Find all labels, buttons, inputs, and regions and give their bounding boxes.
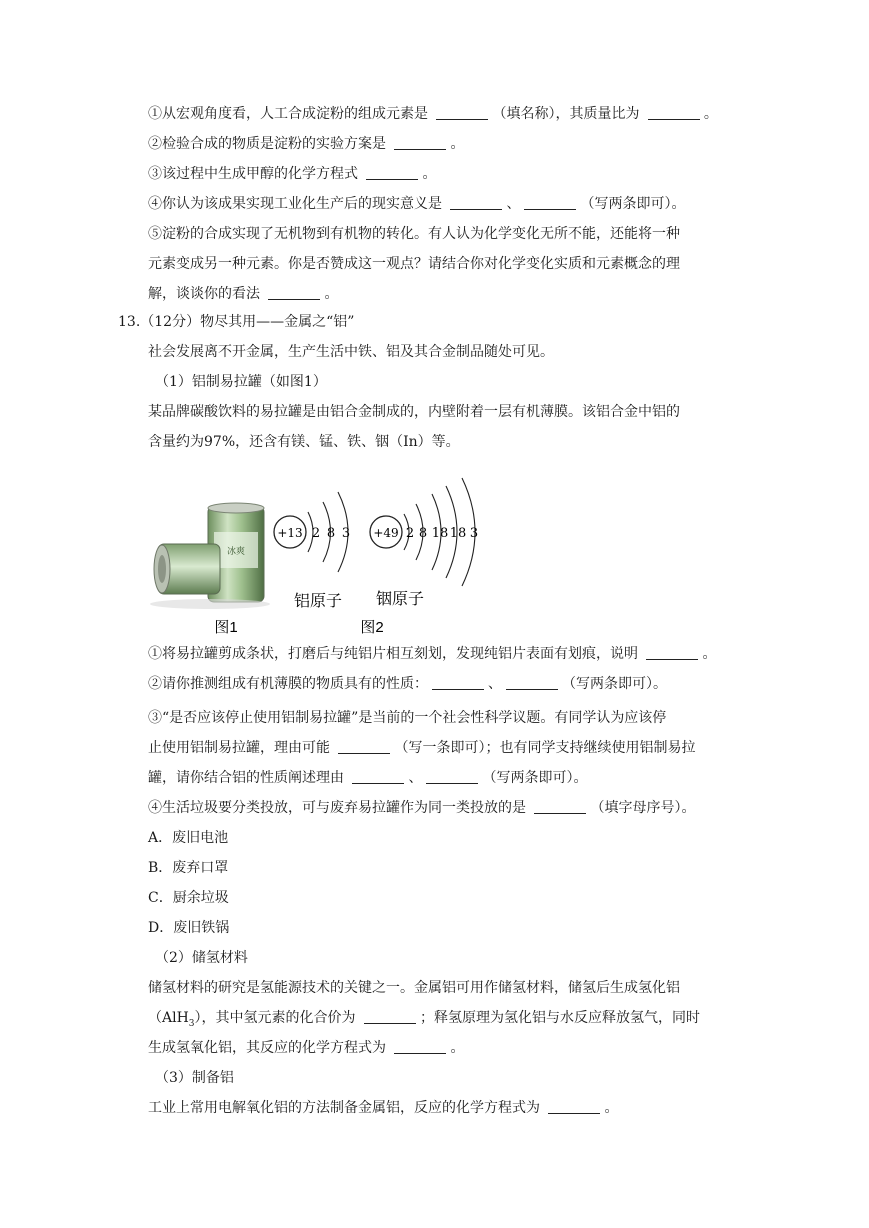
text-segment: 。 (422, 166, 437, 182)
part-2-line-2 (148, 1008, 700, 1034)
q13-line-6 (148, 798, 695, 818)
al-nucleus-charge: +13 (277, 526, 303, 540)
answer-blank[interactable] (648, 105, 700, 120)
text-segment: （写一条即可）；也有同学支持继续使用铝制易拉 (394, 740, 696, 756)
q12-line-5 (148, 224, 680, 244)
text-segment: （写两条即可）。 (482, 770, 588, 786)
option-d: D．废旧铁锅 (148, 920, 230, 936)
in-nucleus-charge: +49 (373, 526, 399, 540)
part-2-line-1 (148, 978, 680, 998)
answer-blank[interactable] (352, 769, 404, 784)
subscript: 3 (188, 1018, 195, 1029)
text-segment: ；释氢原理为氢化铝与水反应释放氢气，同时 (419, 1010, 700, 1026)
in-shell-1: 2 (405, 526, 415, 541)
text-segment: ②请你推测组成有机薄膜的物质具有的性质： (148, 676, 428, 692)
text-segment: 工业上常用电解氧化铝的方法制备金属铝，反应的化学方程式为 (148, 1100, 545, 1116)
answer-blank[interactable] (646, 645, 698, 660)
answer-blank[interactable] (436, 105, 488, 120)
text-segment: 、 (408, 770, 423, 786)
answer-blank[interactable] (338, 739, 390, 754)
answer-blank[interactable] (364, 1009, 416, 1024)
text-segment: 。 (604, 1100, 619, 1116)
option-b: B．废弃口罩 (148, 860, 229, 876)
in-shell-4: 18 (449, 526, 467, 541)
answer-blank[interactable] (524, 195, 576, 210)
answer-blank[interactable] (394, 135, 446, 150)
answer-blank[interactable] (548, 1099, 600, 1114)
text-segment: 。 (450, 136, 465, 152)
al-atom-caption: 铝原子 (293, 593, 343, 610)
q13-line-5 (148, 768, 587, 788)
option-c: C．厨余垃圾 (148, 890, 229, 906)
part-1-text-2: 含量约为97%，还含有镁、锰、铁、铟（In）等。 (148, 434, 460, 450)
q12-line-6 (148, 254, 680, 274)
text-segment: 解，谈谈你的看法 (148, 286, 265, 302)
answer-blank[interactable] (506, 675, 558, 690)
q13-line-3 (148, 708, 666, 728)
in-shell-3: 18 (431, 526, 449, 541)
text-segment: 止使用铝制易拉罐，理由可能 (148, 740, 335, 756)
in-shell-5: 3 (469, 526, 479, 541)
q12-line-7 (148, 284, 338, 304)
text-segment: （写两条即可）。 (580, 196, 686, 212)
figure-2-label: 图2 (360, 619, 384, 636)
answer-blank[interactable] (394, 1039, 446, 1054)
figure-1-label: 图1 (214, 619, 238, 636)
can-label: 冰爽 (226, 547, 246, 557)
q13-intro: 社会发展离不开金属，生产生活中铁、铝及其合金制品随处可见。 (148, 344, 554, 360)
in-atom-caption: 铟原子 (375, 591, 425, 608)
text-segment: 。 (450, 1040, 465, 1056)
answer-blank[interactable] (534, 799, 586, 814)
text-segment: ③该过程中生成甲醇的化学方程式 (148, 166, 363, 182)
text-segment: ④你认为该成果实现工业化生产后的现实意义是 (148, 196, 447, 212)
atomic-structure-figure (140, 462, 500, 640)
in-shell-2: 8 (418, 526, 428, 541)
answer-blank[interactable] (426, 769, 478, 784)
text-segment: ），其中氢元素的化合价为 (194, 1010, 360, 1026)
al-shell-3: 3 (341, 526, 351, 541)
part-3-line-1 (148, 1098, 618, 1118)
q13-line-1 (148, 644, 716, 664)
text-segment: ③“是否应该停止使用铝制易拉罐”是当前的一个社会性科学议题。有同学认为应该停 (148, 710, 667, 726)
part-1-title: （1）铝制易拉罐（如图1） (155, 374, 327, 390)
text-segment: 罐，请你结合铝的性质阐述理由 (148, 770, 349, 786)
text-segment: ⑤淀粉的合成实现了无机物到有机物的转化。有人认为化学变化无所不能，还能将一种 (148, 226, 680, 242)
answer-blank[interactable] (450, 195, 502, 210)
text-segment: 、 (506, 196, 521, 212)
al-shell-1: 2 (311, 526, 321, 541)
text-segment: ①将易拉罐剪成条状，打磨后与纯铝片相互刻划，发现纯铝片表面有划痕，说明 (148, 646, 643, 662)
text-segment: 。 (324, 286, 339, 302)
text-segment: 。 (703, 106, 718, 122)
q12-line-4 (148, 194, 685, 214)
text-segment: （写两条即可）。 (562, 676, 667, 692)
text-segment: （填字母序号）。 (590, 800, 696, 816)
q13-line-4 (148, 738, 695, 758)
text-segment: 、 (488, 676, 502, 692)
answer-blank[interactable] (268, 285, 320, 300)
part-3-title: （3）制备铝 (155, 1070, 234, 1086)
soda-can-image (150, 503, 270, 609)
part-2-title: （2）储氢材料 (155, 950, 248, 966)
answer-blank[interactable] (366, 165, 418, 180)
q12-line-1 (148, 104, 718, 124)
text-segment: 。 (702, 646, 717, 662)
q13-line-2 (148, 674, 667, 694)
text-segment: ②检验合成的物质是淀粉的实验方案是 (148, 136, 391, 152)
text-segment: 储氢材料的研究是氢能源技术的关键之一。金属铝可用作储氢材料，储氢后生成氢化铝 (148, 980, 680, 996)
part-1-text-1: 某品牌碳酸饮料的易拉罐是由铝合金制成的，内壁附着一层有机薄膜。该铝合金中铝的 (148, 404, 680, 420)
indium-atom-diagram (370, 478, 478, 608)
q12-line-2 (148, 134, 464, 154)
text-segment: 元素变成另一种元素。你是否赞成这一观点？请结合你对化学变化实质和元素概念的理 (148, 256, 680, 272)
al-shell-2: 8 (326, 526, 336, 541)
option-a: A．废旧电池 (148, 830, 229, 846)
part-2-line-3 (148, 1038, 464, 1058)
text-segment: 生成氢氧化铝，其反应的化学方程式为 (148, 1040, 391, 1056)
text-segment: （AlH (148, 1010, 189, 1026)
text-segment: （填名称），其质量比为 (492, 106, 644, 122)
q12-line-3 (148, 164, 436, 184)
aluminum-atom-diagram (274, 492, 350, 610)
text-segment: ①从宏观角度看，人工合成淀粉的组成元素是 (148, 106, 433, 122)
question-13-heading: 13.（12分）物尽其用——金属之“铝” (118, 314, 355, 330)
text-segment: ④生活垃圾要分类投放，可与废弃易拉罐作为同一类投放的是 (148, 800, 531, 816)
answer-blank[interactable] (432, 675, 484, 690)
